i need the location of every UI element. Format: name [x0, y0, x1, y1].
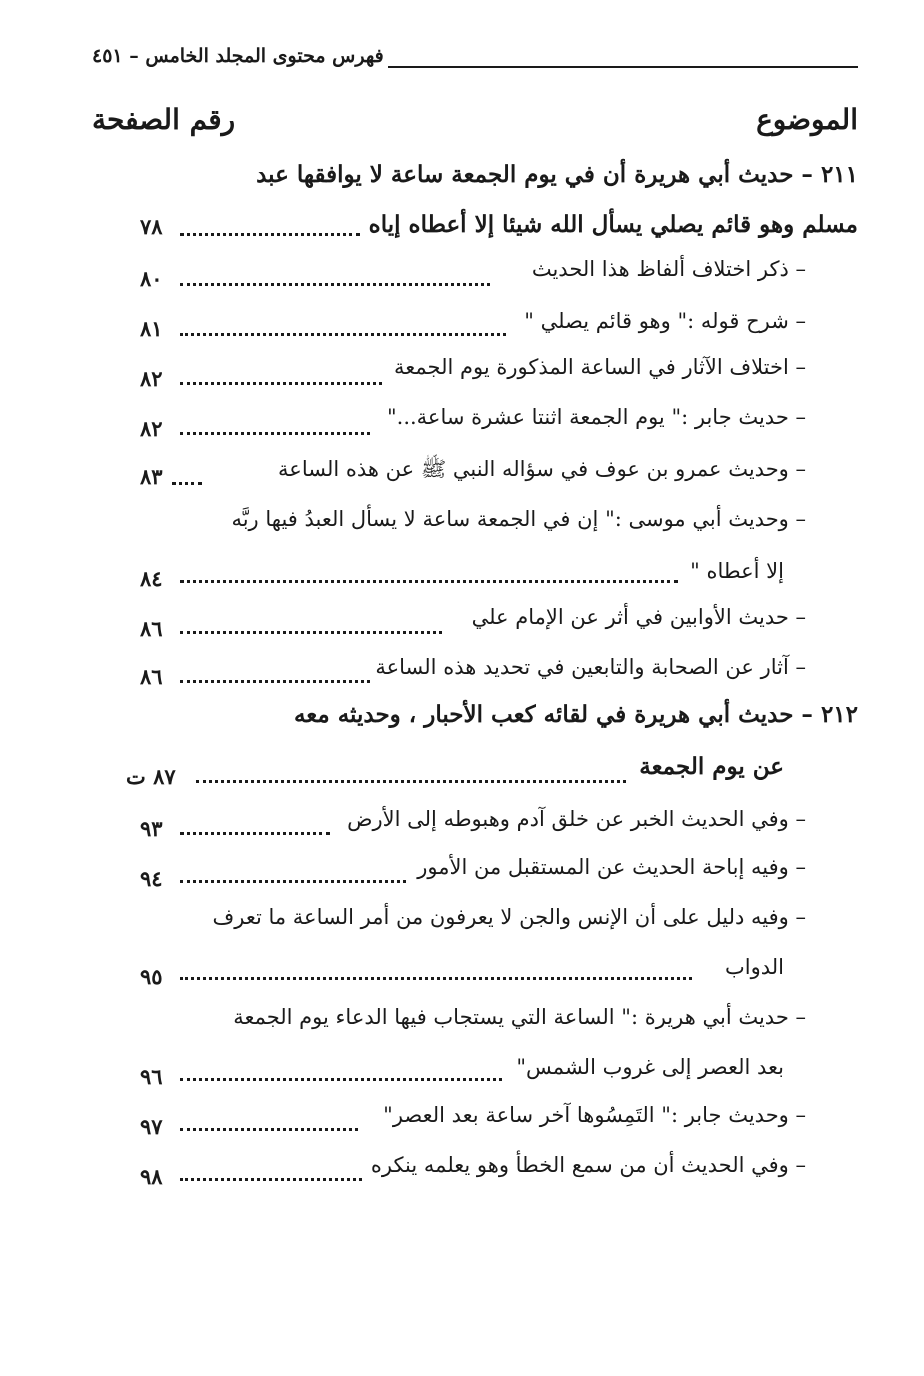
- entry-line: – وحديث عمرو بن عوف في سؤاله النبي ﷺ عن هذه الساعة: [278, 457, 806, 481]
- entry-line: ٢١١ – حديث أبي هريرة أن في يوم الجمعة ساعة لا يوافقها عبد: [256, 161, 858, 188]
- leader-dots: [180, 580, 678, 583]
- column-heading-page-number: رقم الصفحة: [92, 103, 236, 136]
- entry-line: – ذكر اختلاف ألفاظ هذا الحديث: [531, 257, 806, 281]
- entry-line: – حديث الأوابين في أثر عن الإمام علي: [471, 605, 806, 629]
- leader-dots: [180, 283, 490, 286]
- entry-line: عن يوم الجمعة: [639, 753, 784, 780]
- leader-dots: [180, 977, 692, 980]
- leader-dots: [180, 1078, 502, 1081]
- entry-line: مسلم وهو قائم يصلي يسأل الله شيئا إلا أعطاه إياه: [368, 211, 858, 238]
- entry-line: – وحديث جابر :" التَمِسُوها آخر ساعة بعد العصر": [383, 1103, 806, 1127]
- running-head: فهرس محتوى المجلد الخامس – ٤٥١: [92, 45, 384, 67]
- entry-line: – وفيه دليل على أن الإنس والجن لا يعرفون من أمر الساعة ما تعرف: [212, 905, 806, 929]
- entry-line: – حديث أبي هريرة :" الساعة التي يستجاب فيها الدعاء يوم الجمعة: [233, 1005, 806, 1029]
- entry-line: – وفي الحديث الخبر عن خلق آدم وهبوطه إلى الأرض: [347, 807, 806, 831]
- page-number: ٧٨: [140, 214, 163, 239]
- page-number: ٨٦: [140, 616, 163, 641]
- entry-line: – وفيه إباحة الحديث عن المستقبل من الأمور: [417, 855, 806, 879]
- page-number: ٨٤: [140, 566, 163, 591]
- entry-line: – وحديث أبي موسى :" إن في الجمعة ساعة لا يسأل العبدُ فيها ربَّه: [231, 507, 806, 531]
- page-number: ٩٣: [140, 816, 163, 841]
- page-number: ٩٥: [140, 964, 163, 989]
- leader-dots: [180, 1128, 358, 1131]
- entry-line: – وفي الحديث أن من سمع الخطأ وهو يعلمه ينكره: [370, 1153, 806, 1177]
- page-number: ٨٧ ت: [126, 764, 176, 789]
- page-number: ٨٠: [140, 266, 163, 291]
- entry-line: بعد العصر إلى غروب الشمس": [516, 1055, 784, 1079]
- page-number: ٩٧: [140, 1114, 163, 1139]
- header-rule: [388, 66, 858, 68]
- leader-dots: [180, 631, 442, 634]
- entry-line: – شرح قوله :" وهو قائم يصلي ": [524, 309, 806, 333]
- leader-dots: [180, 333, 506, 336]
- page-number: ٨٦: [140, 664, 163, 689]
- leader-dots: [180, 1178, 362, 1181]
- entry-line: – حديث جابر :" يوم الجمعة اثنتا عشرة ساعة...": [386, 405, 806, 429]
- column-heading-subject: الموضوع: [756, 103, 858, 136]
- leader-dots: [196, 780, 626, 783]
- page-number: ٨٢: [140, 416, 163, 441]
- leader-dots: [180, 880, 406, 883]
- entry-line: ٢١٢ – حديث أبي هريرة في لقائه كعب الأحبار ، وحديثه معه: [293, 701, 858, 728]
- entry-line: إلا أعطاه ": [690, 559, 784, 583]
- page-number: ٩٦: [140, 1064, 163, 1089]
- page-number: ٨١: [140, 316, 163, 341]
- entry-line: الدواب: [724, 955, 784, 979]
- entry-line: – اختلاف الآثار في الساعة المذكورة يوم الجمعة: [394, 355, 806, 379]
- entry-line: – آثار عن الصحابة والتابعين في تحديد هذه الساعة: [375, 655, 806, 679]
- leader-dots: [180, 680, 370, 683]
- page-number: ٩٨: [140, 1164, 163, 1189]
- leader-dots: [180, 382, 382, 385]
- leader-dots: [180, 832, 330, 835]
- page-number: ٩٤: [140, 866, 163, 891]
- leader-dots: [180, 432, 370, 435]
- page-number: ٨٣: [140, 464, 163, 489]
- leader-dots: [172, 482, 202, 485]
- leader-dots: [180, 233, 360, 236]
- page-number: ٨٢: [140, 366, 163, 391]
